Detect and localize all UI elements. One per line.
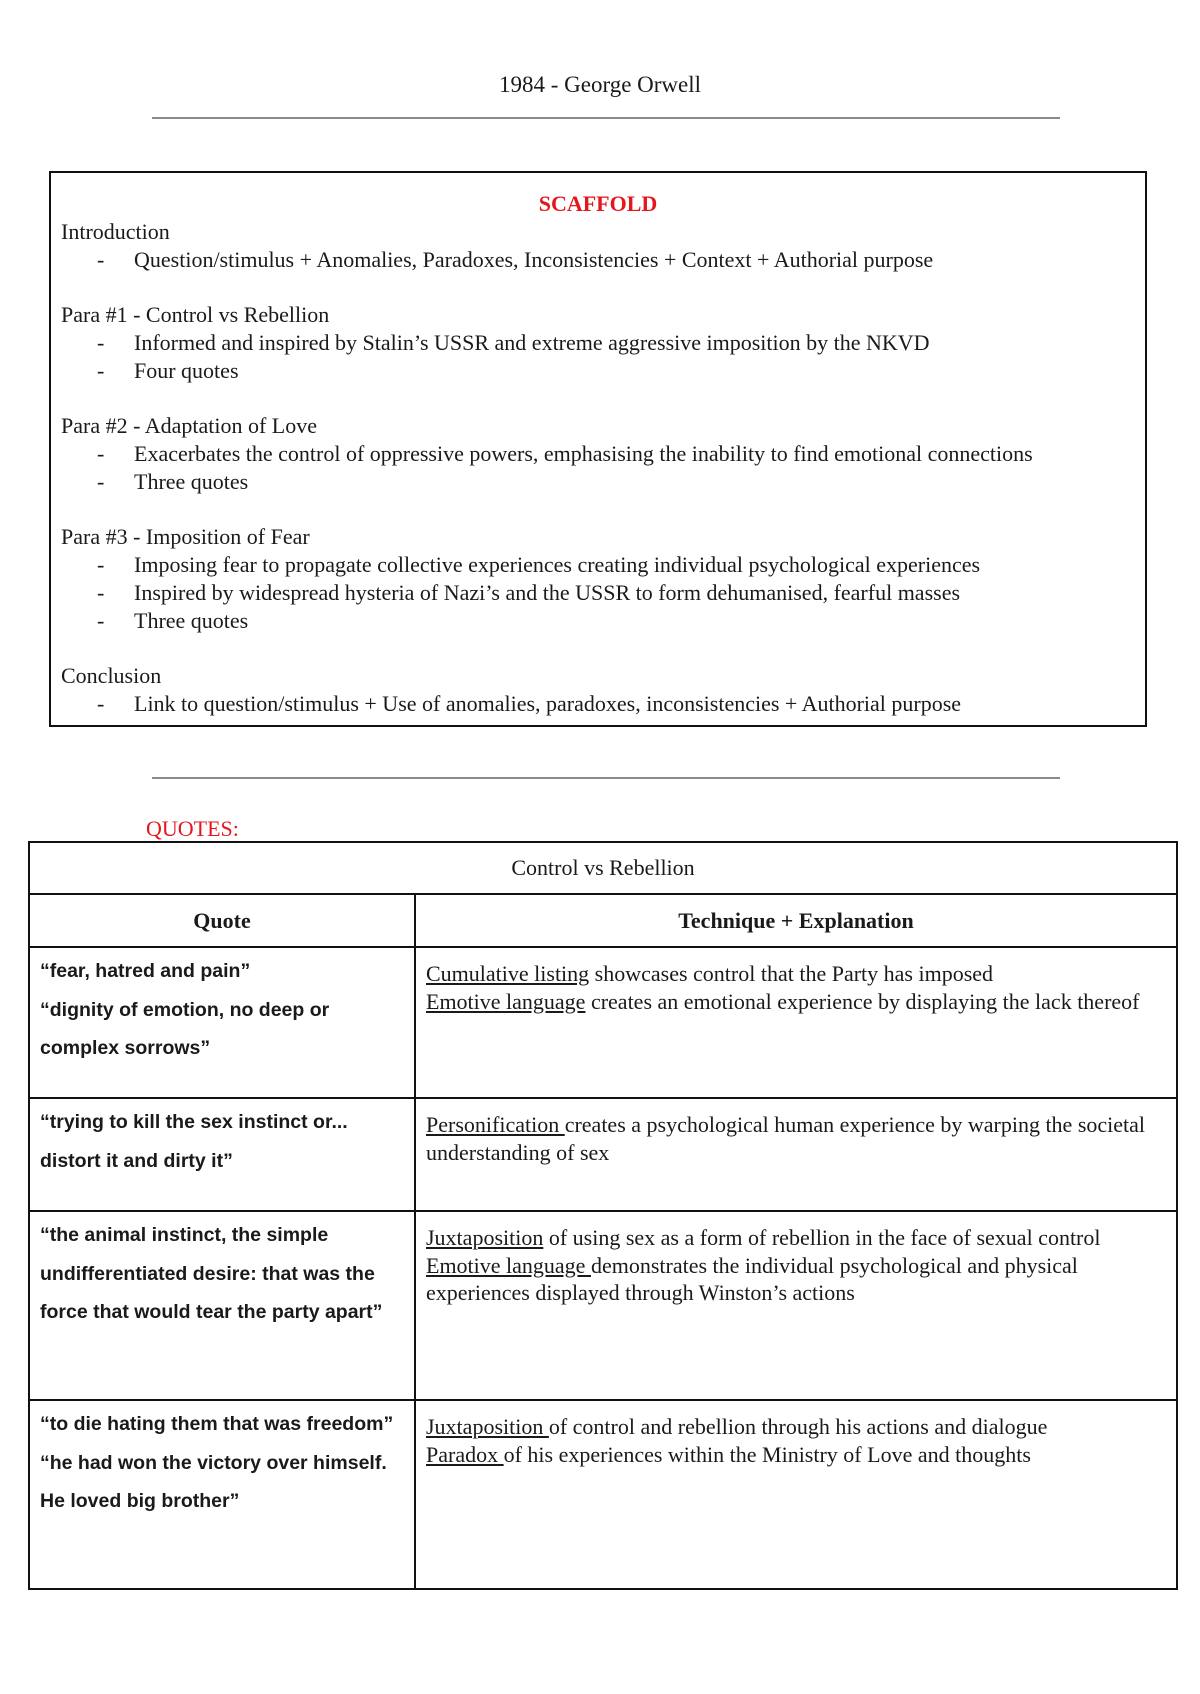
scaffold-section-conclusion bbox=[61, 662, 1145, 718]
explanation-item: Emotive language creates an emotional experience by displaying the lack thereof bbox=[426, 988, 1140, 1014]
scaffold-heading: SCAFFOLD bbox=[538, 191, 658, 216]
technique-name: Cumulative listing bbox=[426, 961, 590, 986]
explanation-cell bbox=[415, 1400, 1177, 1589]
quote-text: “the animal instinct, the simple undifferentiated desire: that was the force that would tear the party apart” bbox=[40, 1224, 383, 1323]
explanation-cell bbox=[415, 1211, 1177, 1400]
explanation-item: Juxtaposition of using sex as a form of rebellion in the face of sexual control bbox=[426, 1225, 1101, 1250]
explanation-item: Cumulative listing showcases control that the Party has imposed bbox=[426, 961, 994, 986]
quote-text: “trying to kill the sex instinct or... distort it and dirty it” bbox=[40, 1111, 348, 1172]
section-title: Introduction bbox=[61, 219, 170, 244]
scaffold-box bbox=[49, 171, 1147, 727]
technique-name: Juxtaposition bbox=[426, 1225, 544, 1250]
technique-name: Emotive language bbox=[426, 1252, 591, 1278]
explanation-item: Personification creates a psychological human experience by warping the societal understanding of sex bbox=[426, 1112, 1146, 1165]
technique-name: Juxtaposition bbox=[426, 1414, 549, 1439]
explanation-cell bbox=[415, 947, 1177, 1098]
quote-cell bbox=[29, 1098, 415, 1211]
section-title: Conclusion bbox=[61, 663, 162, 688]
section-bullet: - Informed and inspired by Stalin’s USSR and extreme aggressive imposition by the NKVD bbox=[97, 330, 930, 355]
section-divider bbox=[152, 777, 1060, 779]
table-row bbox=[29, 1400, 1177, 1589]
technique-name: Emotive language bbox=[426, 988, 586, 1014]
section-title: Para #2 - Adaptation of Love bbox=[61, 413, 317, 438]
quote-cell bbox=[29, 947, 415, 1098]
scaffold-section-para-1 bbox=[61, 301, 1145, 385]
scaffold-section-para-3 bbox=[61, 523, 1145, 635]
section-bullet: - Imposing fear to propagate collective experiences creating individual psychological experiences bbox=[97, 552, 981, 577]
quotes-table bbox=[28, 841, 1178, 1590]
quote-cell bbox=[29, 1400, 415, 1589]
section-bullet: - Exacerbates the control of oppressive powers, emphasising the inability to find emotional connections bbox=[97, 441, 1033, 466]
explanation-item: Juxtaposition of control and rebellion through his actions and dialogue bbox=[426, 1414, 1048, 1439]
section-title: Para #1 - Control vs Rebellion bbox=[61, 302, 330, 327]
quote-text: “fear, hatred and pain” bbox=[40, 960, 251, 982]
page-title: 1984 - George Orwell bbox=[498, 72, 702, 97]
section-bullet: - Question/stimulus + Anomalies, Paradoxes, Inconsistencies + Context + Authorial purpose bbox=[97, 247, 934, 272]
scaffold-section-para-2 bbox=[61, 412, 1145, 496]
section-bullet: - Inspired by widespread hysteria of Nazi’s and the USSR to form dehumanised, fearful masses bbox=[97, 580, 961, 605]
column-header-quote: Quote bbox=[29, 894, 415, 947]
section-title: Para #3 - Imposition of Fear bbox=[61, 524, 310, 549]
table-row bbox=[29, 1211, 1177, 1400]
section-bullet: - Three quotes bbox=[97, 608, 249, 633]
quote-text: “to die hating them that was freedom” bbox=[40, 1413, 394, 1435]
scaffold-section-introduction bbox=[61, 218, 1145, 274]
quote-text: “he had won the victory over himself. He loved big brother” bbox=[40, 1451, 387, 1512]
explanation-item: Emotive language demonstrates the individual psychological and physical experiences displayed through Winston’s actions bbox=[426, 1252, 1078, 1305]
header-divider bbox=[152, 117, 1060, 119]
quote-cell bbox=[29, 1211, 415, 1400]
table-title: Control vs Rebellion bbox=[29, 842, 1177, 894]
technique-name: Paradox bbox=[426, 1441, 504, 1467]
section-bullet: - Three quotes bbox=[97, 469, 249, 494]
section-bullet: - Four quotes bbox=[97, 358, 239, 383]
table-row bbox=[29, 1098, 1177, 1211]
technique-name: Personification bbox=[426, 1112, 565, 1137]
quote-text: “dignity of emotion, no deep or complex sorrows” bbox=[40, 998, 330, 1059]
column-header-technique: Technique + Explanation bbox=[415, 894, 1177, 947]
explanation-cell bbox=[415, 1098, 1177, 1211]
quotes-label: QUOTES: bbox=[146, 816, 239, 841]
table-row bbox=[29, 947, 1177, 1098]
explanation-item: Paradox of his experiences within the Ministry of Love and thoughts bbox=[426, 1441, 1031, 1467]
section-bullet: - Link to question/stimulus + Use of anomalies, paradoxes, inconsistencies + Authorial purpose bbox=[97, 691, 962, 716]
